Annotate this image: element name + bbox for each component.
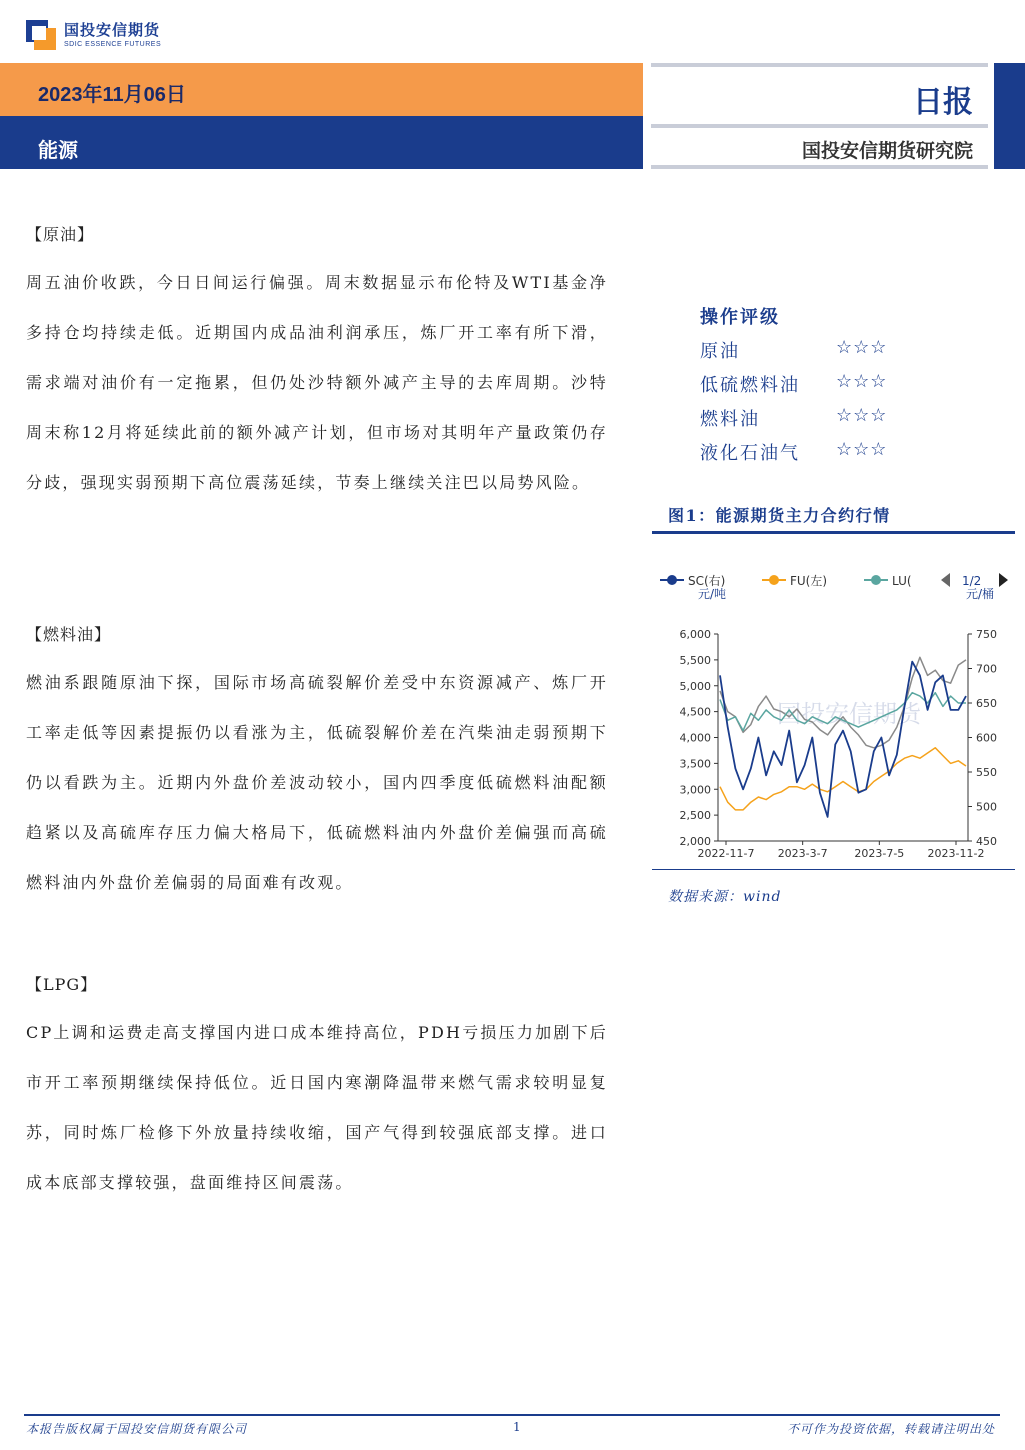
footer-disclaimer: 不可作为投资依据，转载请注明出处 (786, 1422, 995, 1436)
x-tick-label: 2023-3-7 (777, 847, 828, 860)
rating-name: 液化石油气 (700, 443, 800, 464)
report-date: 2023年11月06日 (38, 84, 186, 106)
legend-marker-lu (871, 575, 881, 585)
series-line-0 (720, 662, 966, 817)
section-heading-lpg: 【LPG】 (26, 975, 98, 994)
x-tick-label: 2023-11-2 (927, 847, 985, 860)
right-tick-label: 500 (976, 800, 997, 814)
left-tick-label: 3,000 (679, 783, 711, 797)
header-divider-top (651, 63, 988, 67)
rating-name: 原油 (700, 341, 740, 362)
report-section: 能源 (38, 140, 78, 162)
chart-legend (660, 573, 1008, 588)
section-text-crude: 周五油价收跌，今日日间运行偏强。周末数据显示布伦特及WTI基金净多持仓均持续走低。近期国内成品油利润承压，炼厂开工率有所下滑，需求端对油价有一定拖累，但仍处沙特额外减产主导的去库周期。沙特周末称12月将延续此前的额外减产计划，但市场对其明年产量政策仍存分歧，强现实弱预期下高位震荡延续，节奏上继续关注巴以局势风险。 (26, 273, 608, 492)
rating-row-crude (700, 337, 920, 363)
section-heading-fuel-oil: 【燃料油】 (26, 625, 112, 644)
legend-prev-arrow-icon[interactable] (941, 573, 950, 587)
right-tick-label: 650 (976, 697, 997, 710)
footer-rule (24, 1414, 1000, 1416)
legend-marker-fu (769, 575, 779, 585)
figure-title: 图1：能源期货主力合约行情 (668, 506, 891, 525)
rating-name: 燃料油 (700, 409, 760, 430)
section-heading-crude: 【原油】 (26, 225, 95, 244)
energy-futures-chart (652, 560, 1015, 870)
chart-watermark: 国投安信期货 (777, 700, 921, 728)
logo-name-cn: 国投安信期货 (64, 21, 161, 39)
report-type: 日报 (913, 86, 973, 119)
left-tick-label: 5,000 (679, 679, 711, 693)
header-divider-mid (651, 124, 988, 128)
section-text-fuel-oil: 燃油系跟随原油下探，国际市场高硫裂解价差受中东资源减产、炼厂开工率走低等因素提振仍以看涨为主，低硫裂解价差在汽柴油走弱预期下仍以看跌为主。近期内外盘价差波动较小，国内四季度低硫燃料油配额趋紧以及高硫库存压力偏大格局下，低硫燃料油内外盘价差偏强而高硫燃料油内外盘价差偏弱的局面难有改观。 (26, 673, 608, 892)
legend-marker-sc (667, 575, 677, 585)
legend-next-arrow-icon[interactable] (999, 573, 1008, 587)
right-tick-label: 600 (976, 731, 997, 745)
series-line-1 (720, 748, 966, 810)
page-number: 1 (513, 1420, 521, 1434)
rating-stars-icon: ☆☆☆ (836, 439, 888, 460)
institute-name: 国投安信期货研究院 (801, 141, 973, 162)
right-tick-label: 700 (976, 662, 997, 676)
logo-mark-icon (26, 20, 56, 50)
right-tick-label: 550 (976, 766, 997, 779)
legend-label-lu: LU( (892, 574, 912, 588)
rating-title: 操作评级 (700, 307, 780, 328)
left-tick-label: 3,500 (679, 757, 711, 771)
legend-label-sc: SC(右) (688, 574, 726, 588)
rating-name: 低硫燃料油 (700, 375, 800, 396)
right-tick-label: 450 (976, 835, 997, 848)
right-tick-label: 750 (976, 628, 997, 641)
section-text-lpg: CP上调和运费走高支撑国内进口成本维持高位，PDH亏损压力加剧下后市开工率预期继续保持低位。近日国内寒潮降温带来燃气需求较明显复苏，同时炼厂检修下外放量持续收缩，国产气得到较强底部支撑。进口成本底部支撑较强，盘面维持区间震荡。 (26, 1023, 608, 1192)
company-logo (26, 18, 161, 52)
rating-row-lpg (700, 439, 920, 465)
figure-bottom-rule (652, 869, 1015, 870)
left-tick-label: 4,000 (679, 731, 711, 745)
logo-name-en: SDIC ESSENCE FUTURES (64, 40, 162, 48)
x-tick-label: 2022-11-7 (697, 847, 755, 860)
x-tick-label: 2023-7-5 (854, 847, 905, 860)
figure-source: 数据来源：wind (668, 889, 782, 905)
rating-stars-icon: ☆☆☆ (836, 371, 888, 392)
legend-label-fu: FU(左) (790, 574, 828, 588)
left-axis-unit: 元/吨 (698, 587, 727, 601)
legend-page-indicator: 1/2 (962, 574, 982, 588)
rating-row-low-sulfur-fuel (700, 371, 920, 397)
figure-title-rule (652, 531, 1015, 534)
rating-row-fuel-oil (700, 405, 920, 431)
left-tick-label: 4,500 (679, 705, 711, 719)
left-tick-label: 6,000 (679, 628, 711, 641)
left-tick-label: 2,000 (679, 835, 711, 848)
right-axis-unit: 元/桶 (966, 587, 995, 601)
rating-stars-icon: ☆☆☆ (836, 337, 888, 358)
left-tick-label: 2,500 (679, 809, 711, 823)
chart-plot-area (680, 628, 998, 860)
header-side-bar (994, 63, 1025, 169)
footer-copyright: 本报告版权属于国投安信期货有限公司 (26, 1422, 248, 1436)
header-divider-bottom (651, 165, 988, 169)
rating-stars-icon: ☆☆☆ (836, 405, 888, 426)
header-blue-band (0, 116, 643, 169)
left-tick-label: 5,500 (679, 653, 711, 667)
